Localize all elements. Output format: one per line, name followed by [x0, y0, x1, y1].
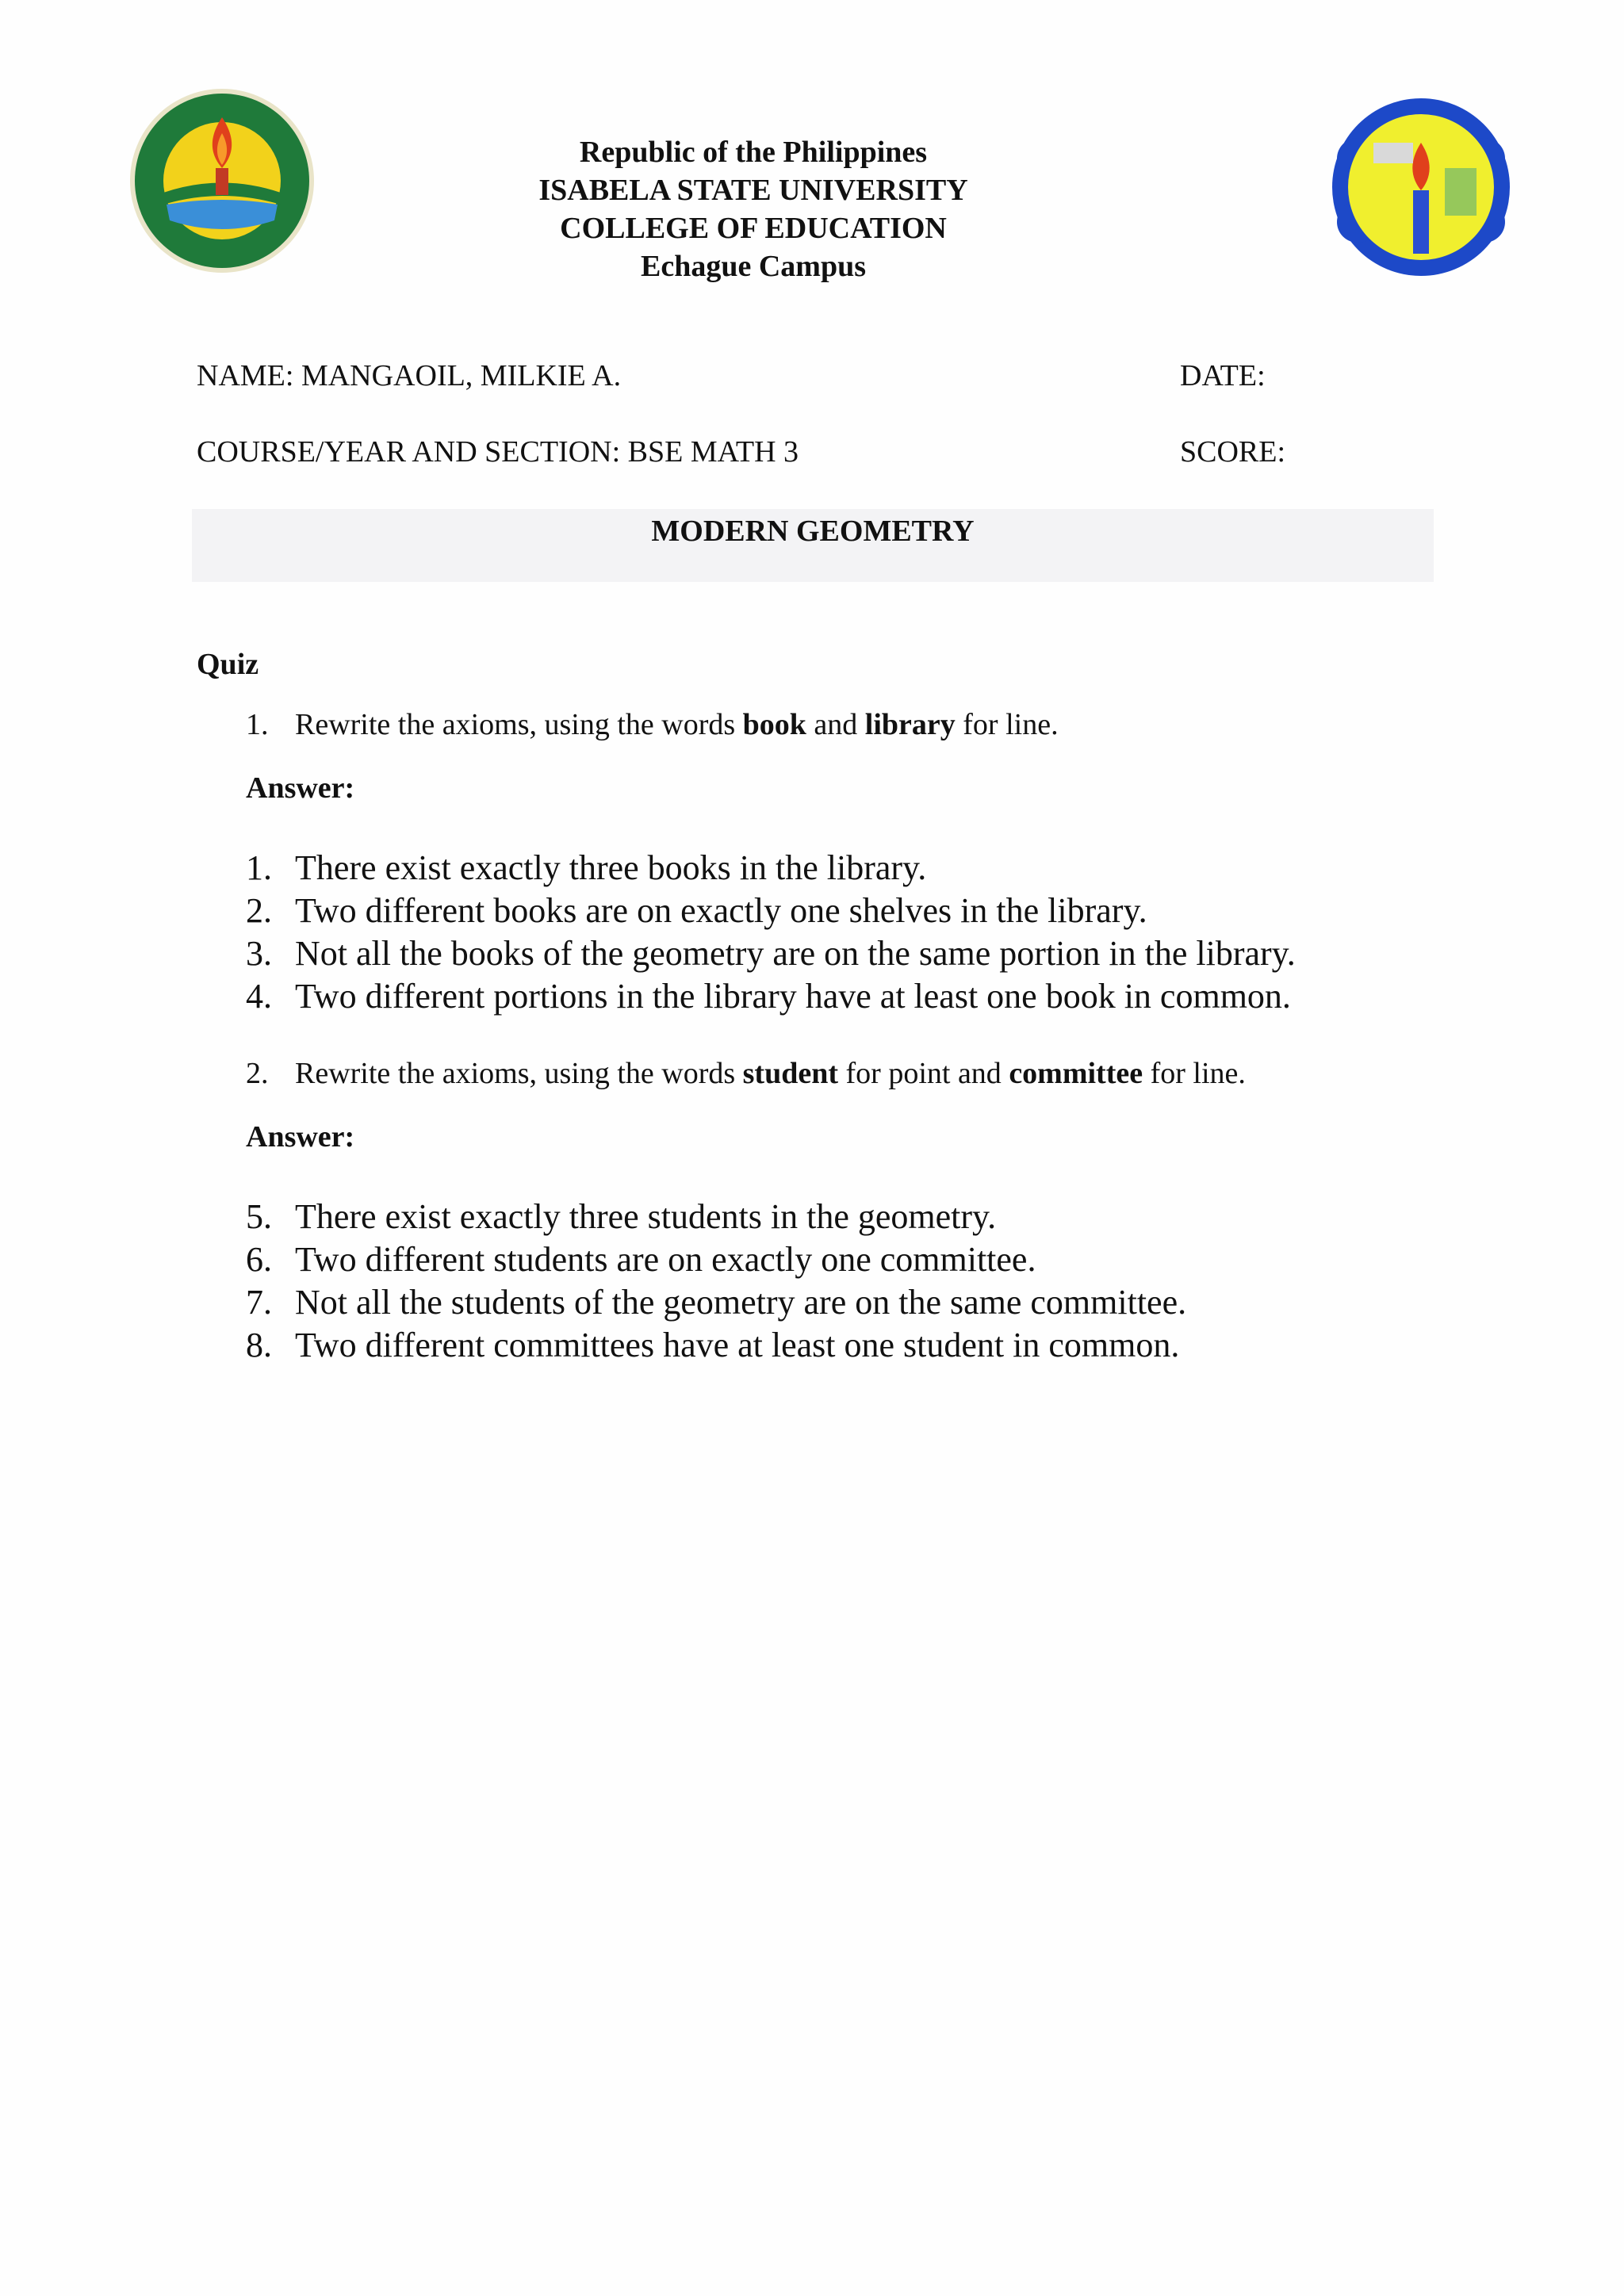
- answer-label: Answer:: [246, 1120, 355, 1154]
- student-name: NAME: MANGAOIL, MILKIE A.: [197, 359, 622, 392]
- subject-title: MODERN GEOMETRY: [651, 515, 975, 548]
- list-item: 3. Not all the books of the geometry are on the same portion in the library.: [246, 934, 1296, 973]
- header-republic: Republic of the Philippines: [579, 136, 928, 169]
- score-label: SCORE:: [1180, 435, 1286, 469]
- header-campus: Echague Campus: [641, 250, 866, 283]
- question-keyword: book: [742, 708, 806, 741]
- answer-list-1: [246, 847, 1296, 1018]
- quiz-title: Quiz: [197, 648, 259, 681]
- header-university: ISABELA STATE UNIVERSITY: [538, 174, 968, 207]
- question-1: [246, 707, 1059, 742]
- question-text: for point and: [838, 1057, 1009, 1090]
- question-text: for line.: [955, 708, 1059, 741]
- question-number: 2.: [246, 1057, 269, 1090]
- list-item: 2. Two different books are on exactly one shelves in the library.: [246, 891, 1147, 930]
- subject-banner: [192, 509, 1434, 582]
- question-keyword: student: [742, 1057, 839, 1090]
- question-keyword: library: [864, 708, 956, 741]
- list-item: 6. Two different students are on exactly one committee.: [246, 1240, 1036, 1279]
- question-text: Rewrite the axioms, using the words: [295, 708, 743, 741]
- document-header: [396, 133, 1110, 285]
- list-item: 7. Not all the students of the geometry are on the same committee.: [246, 1283, 1187, 1322]
- question-text: for line.: [1143, 1057, 1246, 1090]
- isu-seal-logo: [127, 86, 317, 276]
- list-item: 1. There exist exactly three books in the library.: [246, 848, 927, 887]
- question-keyword: committee: [1009, 1057, 1143, 1090]
- answer-label: Answer:: [246, 771, 355, 805]
- list-item: 8. Two different committees have at least one student in common.: [246, 1326, 1180, 1364]
- course-section: COURSE/YEAR AND SECTION: BSE MATH 3: [197, 435, 799, 469]
- header-college: COLLEGE OF EDUCATION: [560, 212, 947, 245]
- list-item: 4. Two different portions in the library have at least one book in common.: [246, 977, 1291, 1016]
- college-of-education-logo: [1326, 95, 1516, 285]
- question-text: and: [806, 708, 865, 741]
- date-label: DATE:: [1180, 359, 1266, 392]
- list-item: 5. There exist exactly three students in the geometry.: [246, 1197, 997, 1236]
- question-2: [246, 1056, 1246, 1091]
- question-number: 1.: [246, 708, 269, 741]
- answer-list-2: [246, 1196, 1186, 1367]
- question-text: Rewrite the axioms, using the words: [295, 1057, 743, 1090]
